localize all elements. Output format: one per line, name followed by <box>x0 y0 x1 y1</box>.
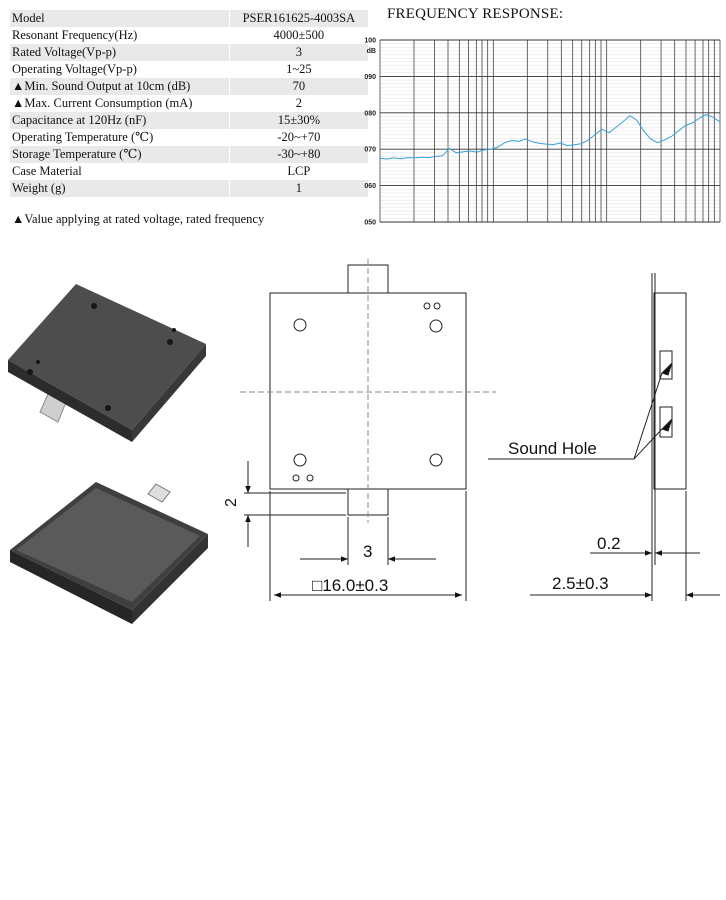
spec-value: 1 <box>229 180 368 197</box>
spec-row <box>10 10 368 27</box>
frequency-response-title: FREQUENCY RESPONSE: <box>387 6 564 22</box>
response-line <box>380 115 720 159</box>
spec-label: Case Material <box>12 164 82 178</box>
spec-table <box>10 10 368 197</box>
spec-row <box>10 61 368 78</box>
side-view <box>488 273 686 517</box>
y-tick-label: 100 <box>364 37 376 45</box>
spec-label: Capacitance at 120Hz (nF) <box>10 112 229 129</box>
spec-row <box>10 27 368 44</box>
dim-pin-width: 3 <box>363 542 373 561</box>
spec-value: 2 <box>229 95 368 112</box>
dim-pin-thickness: 0.2 <box>597 534 621 553</box>
frequency-response-chart <box>352 30 724 230</box>
dimension-drawing <box>0 255 726 615</box>
spec-value: PSER161625-4003SA <box>229 10 368 27</box>
y-tick-label: 090 <box>364 73 376 81</box>
spec-label: Rated Voltage(Vp-p) <box>10 44 229 61</box>
dim-pin-length: 2 <box>223 498 240 507</box>
spec-note: ▲Value applying at rated voltage, rated frequency <box>12 212 265 226</box>
spec-row <box>10 44 368 61</box>
spec-label: Weight (g) <box>10 180 229 197</box>
y-unit-label: dB <box>366 48 376 55</box>
dim-thickness: 2.5±0.3 <box>552 574 609 593</box>
spec-row <box>10 78 368 95</box>
y-tick-label: 070 <box>364 146 376 154</box>
spec-value: 3 <box>229 44 368 61</box>
front-view <box>240 259 496 523</box>
spec-label: Model <box>10 10 229 27</box>
dim-body-width: □16.0±0.3 <box>312 576 389 595</box>
y-tick-label: 050 <box>364 219 376 227</box>
spec-value: 1~25 <box>229 61 368 78</box>
spec-value: 70 <box>229 78 368 95</box>
spec-value: LCP <box>229 163 368 180</box>
spec-row <box>10 146 368 163</box>
spec-label: Operating Voltage(Vp-p) <box>12 62 137 76</box>
spec-row <box>10 180 368 197</box>
spec-value: 4000±500 <box>229 27 368 44</box>
spec-label: Operating Temperature (℃) <box>12 130 154 144</box>
spec-row <box>10 129 368 146</box>
spec-label: Resonant Frequency(Hz) <box>12 28 138 42</box>
spec-value: -30~+80 <box>229 146 368 163</box>
spec-row <box>10 163 368 180</box>
sound-hole-label: Sound Hole <box>508 439 597 458</box>
spec-label: Storage Temperature (℃) <box>10 146 229 163</box>
spec-value: -20~+70 <box>229 129 368 146</box>
y-tick-label: 060 <box>364 183 376 191</box>
spec-label: ▲Min. Sound Output at 10cm (dB) <box>10 78 229 95</box>
spec-row <box>10 95 368 112</box>
spec-label: ▲Max. Current Consumption (mA) <box>12 96 193 110</box>
spec-value: 15±30% <box>229 112 368 129</box>
spec-row <box>10 112 368 129</box>
y-tick-label: 080 <box>364 110 376 118</box>
